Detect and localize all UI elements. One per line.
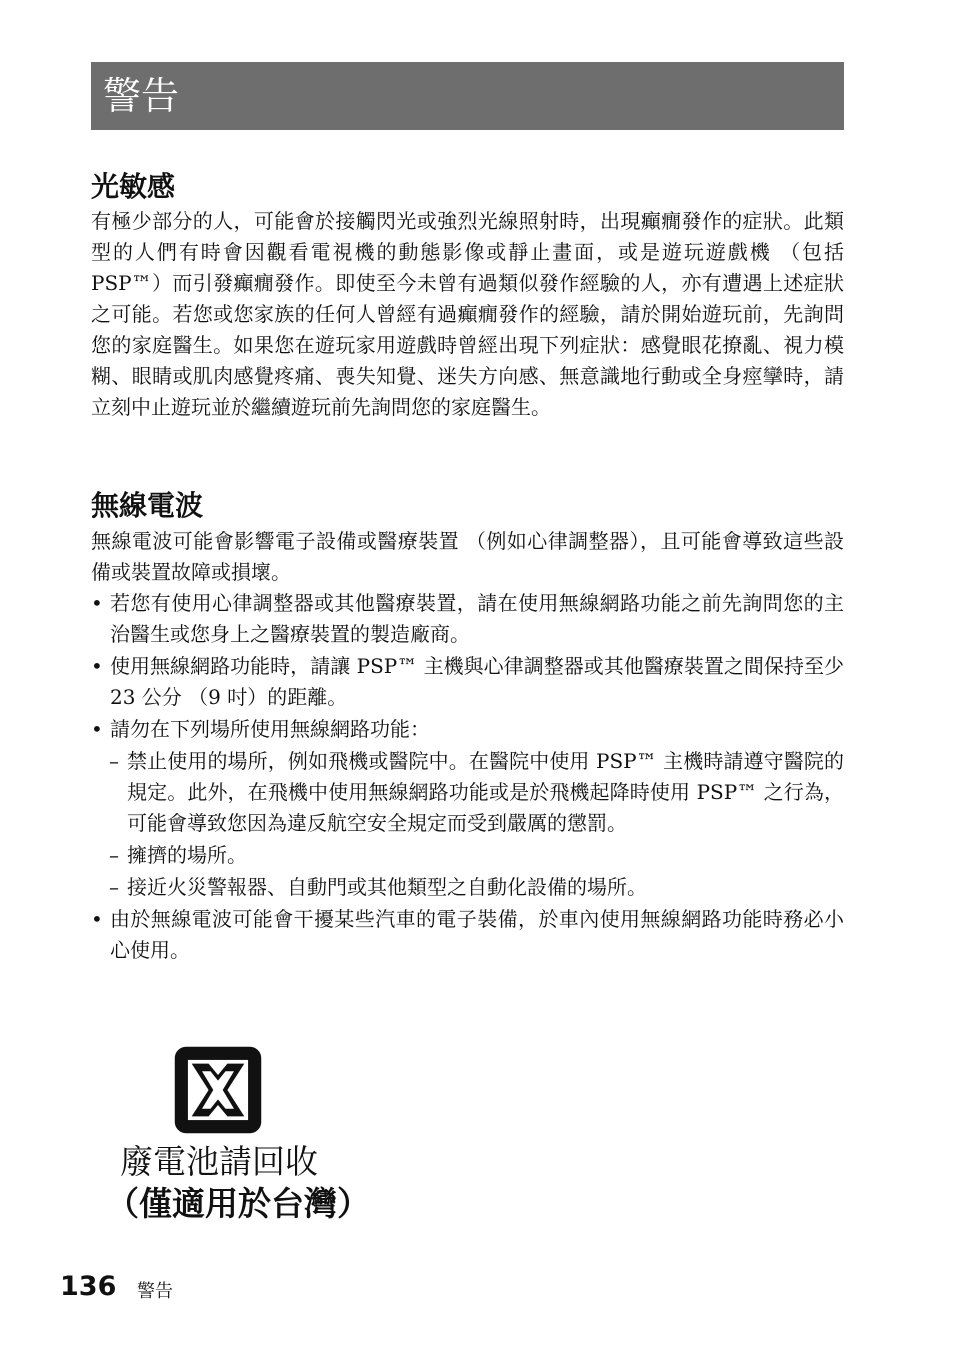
battery-recycle-icon <box>171 1043 265 1137</box>
page-header-title: 警告 <box>103 74 180 118</box>
radio-waves-list <box>91 588 844 966</box>
list-subitem: – 擁擠的場所。 <box>91 840 844 871</box>
page-header-banner <box>91 62 844 130</box>
radio-waves-intro: 無線電波可能會影響電子設備或醫療裝置 （例如心律調整器），且可能會導致這些設備或裝置故障或損壞。 <box>91 529 844 584</box>
list-subitem: – 禁止使用的場所，例如飛機或醫院中。在醫院中使用 PSP™ 主機時請遵守醫院的規定。此外，在飛機中使用無線網路功能或是於飛機起降時使用 PSP™ 之行為，可能會導致您因為違反航空安全規定而受到嚴厲的懲罰。 <box>91 746 844 839</box>
recycle-notice: 廢電池請回收 <box>120 1142 318 1181</box>
section-title-photosensitivity: 光敏感 <box>91 170 176 203</box>
list-item: • 若您有使用心律調整器或其他醫療裝置，請在使用無線網路功能之前先詢問您的主治醫生或您身上之醫療裝置的製造廠商。 <box>91 588 844 650</box>
list-item: • 使用無線網路功能時，請讓 PSP™ 主機與心律調整器或其他醫療裝置之間保持至少 23 公分 （9 吋）的距離。 <box>91 651 844 713</box>
photosensitivity-body: 有極少部分的人，可能會於接觸閃光或強烈光線照射時，出現癲癇發作的症狀。此類型的人們有時會因觀看電視機的動態影像或靜止畫面，或是遊玩遊戲機 （包括 PSP™）而引發癲癇發作。即使至今未曾有過類似發作經驗的人，亦有遭遇上述症狀之可能。若您或您家族的任何人曾經有過癲癇發作的經驗，請於開始遊玩前，先詢問您的家庭醫生。如果您在遊玩家用遊戲時曾經出現下列症狀：感覺眼花撩亂、視力模糊、眼睛或肌肉感覺疼痛、喪失知覺、迷失方向感、無意識地行動或全身痙攣時，請立刻中止遊玩並於繼續遊玩前先詢問您的家庭醫生。 <box>91 209 844 419</box>
page-number: 136 <box>60 1271 117 1302</box>
list-item: • 請勿在下列場所使用無線網路功能： <box>91 714 844 745</box>
recycle-notice-scope: （僅適用於台灣） <box>106 1184 370 1223</box>
list-subitem: – 接近火災警報器、自動門或其他類型之自動化設備的場所。 <box>91 872 844 903</box>
section-title-radio-waves: 無線電波 <box>91 489 204 522</box>
list-item: • 由於無線電波可能會干擾某些汽車的電子裝備，於車內使用無線網路功能時務必小心使用。 <box>91 904 844 966</box>
footer-section-label: 警告 <box>137 1281 173 1302</box>
